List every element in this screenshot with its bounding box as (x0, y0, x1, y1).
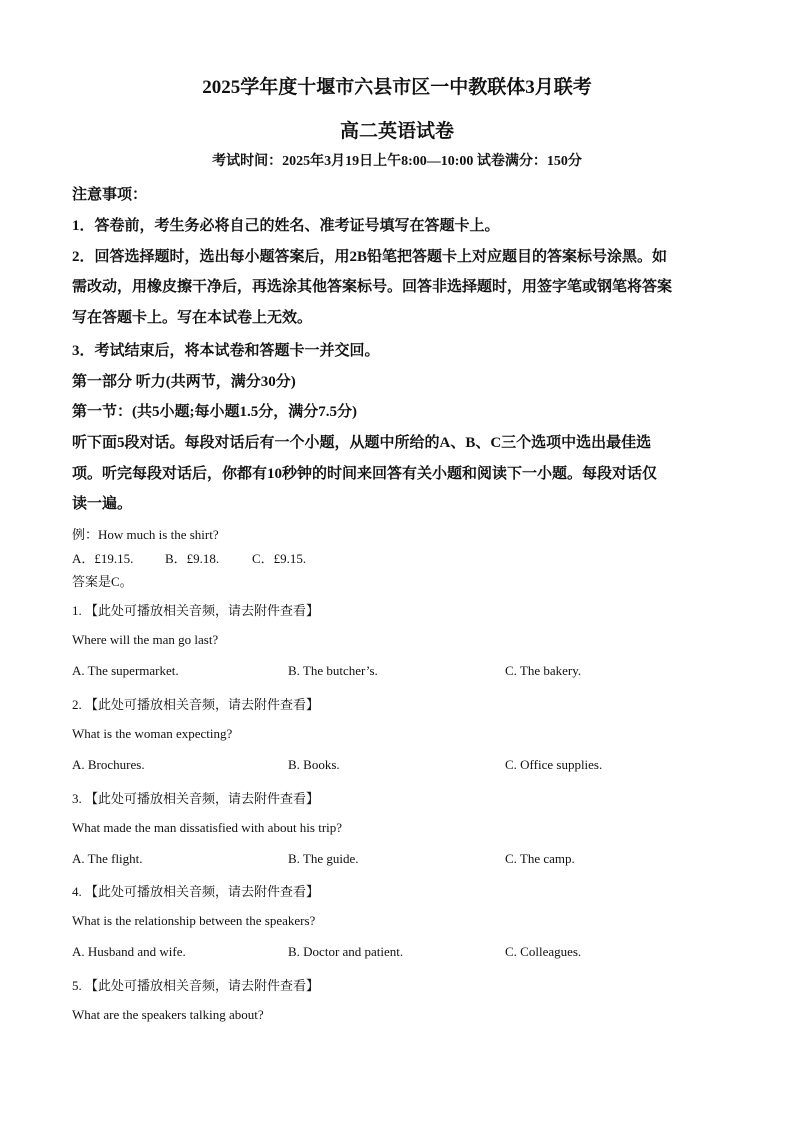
q5-text: What are the speakers talking about? (72, 1007, 264, 1022)
instructions-line-2: 项。听完每段对话后，你都有10秒钟的时间来回答有关小题和阅读下一小题。每段对话仅 (72, 466, 658, 482)
q4-text: What is the relationship between the speakers? (72, 913, 316, 928)
q2-option-b: B. Books. (288, 757, 340, 772)
example-option-a: A．£19.15. (72, 551, 134, 566)
note-2-line-1: 2．回答选择题时，选出每小题答案后，用2B铅笔把答题卡上对应题目的答案标号涂黑。如 (72, 249, 668, 265)
instructions-line-1: 听下面5段对话。每段对话后有一个小题，从题中所给的A、B、C三个选项中选出最佳选 (72, 435, 652, 451)
q3-audio-placeholder[interactable]: 3. 【此处可播放相关音频，请去附件查看】 (72, 791, 320, 806)
q5-audio-placeholder[interactable]: 5. 【此处可播放相关音频，请去附件查看】 (72, 978, 320, 993)
q3-text: What made the man dissatisfied with about his trip? (72, 820, 343, 835)
note-2-line-2: 需改动，用橡皮擦干净后，再选涂其他答案标号。回答非选择题时，用签字笔或钢笔将答案 (72, 279, 673, 295)
example-question: 例：How much is the shirt? (72, 527, 219, 542)
q1-text: Where will the man go last? (72, 632, 219, 647)
q1-option-b: B. The butcher’s. (288, 663, 378, 678)
q3-option-b: B. The guide. (288, 851, 359, 866)
q4-option-a: A. Husband and wife. (72, 944, 186, 959)
q3-option-a: A. The flight. (72, 851, 143, 866)
q1-option-a: A. The supermarket. (72, 663, 179, 678)
part-heading: 第一部分 听力(共两节，满分30分) (72, 374, 296, 390)
section-heading: 第一节：(共5小题;每小题1.5分，满分7.5分) (72, 404, 357, 420)
notes-heading: 注意事项： (72, 187, 148, 203)
note-2-line-3: 写在答题卡上。写在本试卷上无效。 (72, 310, 313, 326)
q4-option-c: C. Colleagues. (505, 944, 582, 959)
q2-text: What is the woman expecting? (72, 726, 233, 741)
q3-option-c: C. The camp. (505, 851, 575, 866)
q4-audio-placeholder[interactable]: 4. 【此处可播放相关音频，请去附件查看】 (72, 884, 320, 899)
q1-option-c: C. The bakery. (505, 663, 582, 678)
q1-audio-placeholder[interactable]: 1. 【此处可播放相关音频，请去附件查看】 (72, 603, 320, 618)
example-option-c: C．£9.15. (252, 551, 307, 566)
example-answer: 答案是C。 (72, 574, 133, 589)
instructions-line-3: 读一遍。 (72, 496, 133, 512)
exam-info: 考试时间：2025年3月19日上午8:00—10:00 试卷满分：150分 (212, 154, 582, 169)
q2-option-a: A. Brochures. (72, 757, 145, 772)
note-3: 3．考试结束后，将本试卷和答题卡一并交回。 (72, 343, 380, 359)
exam-subtitle: 高二英语试卷 (339, 121, 454, 142)
q2-audio-placeholder[interactable]: 2. 【此处可播放相关音频，请去附件查看】 (72, 697, 320, 712)
example-option-b: B．£9.18. (165, 551, 220, 566)
q2-option-c: C. Office supplies. (505, 757, 603, 772)
q4-option-b: B. Doctor and patient. (288, 944, 404, 959)
exam-title: 2025学年度十堰市六县市区一中教联体3月联考 (202, 77, 592, 98)
note-1: 1．答卷前，考生务必将自己的姓名、准考证号填写在答题卡上。 (72, 218, 500, 234)
